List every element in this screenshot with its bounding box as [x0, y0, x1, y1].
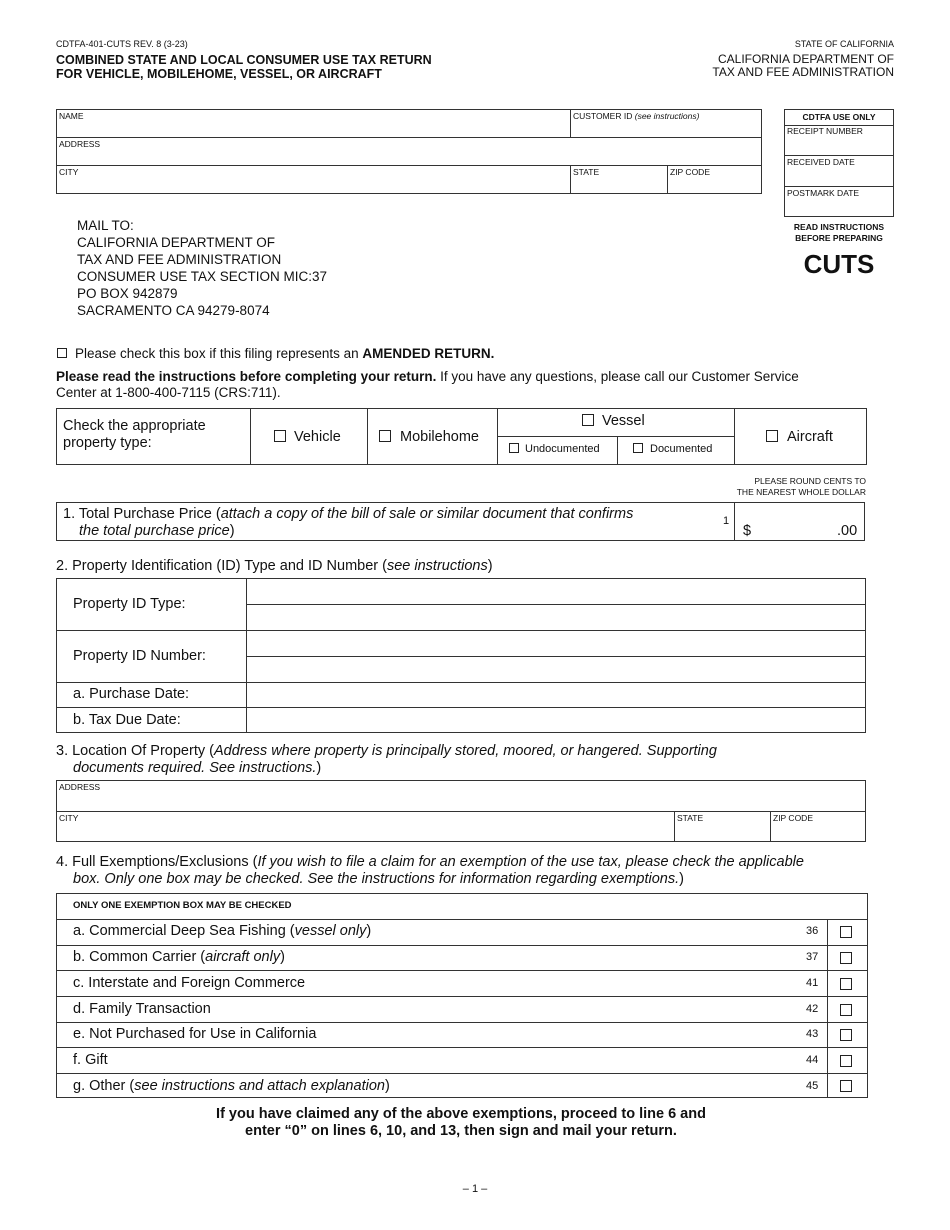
exemption-code: 36	[806, 925, 819, 937]
exemption-a-checkbox[interactable]	[840, 926, 852, 938]
exemption-g-checkbox[interactable]	[840, 1080, 852, 1092]
property-type-table	[56, 408, 867, 465]
exemption-f-checkbox[interactable]	[840, 1055, 852, 1067]
instructions-note: Please read the instructions before completing your return. If you have any questions, please call our Customer Service Center at 1-800-400-7115 (CRS:711).	[56, 369, 799, 400]
property-id-type-label: Property ID Type:	[73, 596, 186, 612]
exemptions-table	[56, 893, 868, 1098]
location-heading: 3. Location Of Property (Address where property is principally stored, moored, or hangered. Supporting documents required. See instructions.)	[56, 743, 717, 776]
form-code: CUTS	[803, 249, 875, 279]
documented-checkbox[interactable]	[633, 443, 643, 453]
location-state-field[interactable]: STATE	[677, 813, 704, 823]
exemption-item: c. Interstate and Foreign Commerce	[73, 975, 306, 991]
exemption-c-checkbox[interactable]	[840, 978, 852, 990]
undocumented-label: Undocumented	[525, 443, 600, 455]
exemption-code: 41	[806, 977, 819, 989]
exemption-item: g. Other (see instructions and attach explanation)	[73, 1078, 390, 1094]
property-id-type-input-1[interactable]	[247, 579, 865, 604]
taxpayer-info	[56, 109, 762, 194]
exemption-code: 42	[806, 1003, 819, 1015]
exemption-item: a. Commercial Deep Sea Fishing (vessel only)	[73, 923, 372, 939]
exemption-code: 37	[806, 951, 819, 963]
total-purchase-price-input[interactable]: .00	[837, 523, 858, 539]
exemption-b-checkbox[interactable]	[840, 952, 852, 964]
line-number-1: 1	[723, 515, 730, 527]
exemption-item: f. Gift	[73, 1052, 108, 1068]
exemption-code: 44	[806, 1054, 819, 1066]
exemption-code: 43	[806, 1028, 819, 1040]
amended-return-label: Please check this box if this filing represents an AMENDED RETURN.	[75, 346, 495, 361]
customer-id-field[interactable]: CUSTOMER ID (see instructions)	[573, 111, 700, 121]
property-id-number-input-2[interactable]	[247, 657, 865, 682]
purchase-date-label: a. Purchase Date:	[73, 686, 190, 702]
read-instructions-note: READ INSTRUCTIONS BEFORE PREPARING	[793, 222, 885, 243]
exemption-instruction-note: If you have claimed any of the above exemptions, proceed to line 6 and enter “0” on lines 6, 10, and 13, then sign and mail your return.	[216, 1106, 706, 1139]
exemptions-table-header: ONLY ONE EXEMPTION BOX MAY BE CHECKED	[73, 900, 292, 911]
vessel-checkbox[interactable]	[582, 414, 594, 426]
name-field[interactable]: NAME	[59, 111, 84, 121]
page-number: – 1 –	[462, 1183, 488, 1195]
exemptions-heading: 4. Full Exemptions/Exclusions (If you wish to file a claim for an exemption of the use tax, please check the applicable box. Only one box may be checked. See the instructions for information regarding exemptions.)	[56, 854, 804, 887]
state-label: STATE OF CALIFORNIA	[794, 39, 894, 49]
aircraft-label: Aircraft	[787, 429, 833, 445]
undocumented-checkbox[interactable]	[509, 443, 519, 453]
mail-to-address: MAIL TO: CALIFORNIA DEPARTMENT OF TAX AND FEE ADMINISTRATION CONSUMER USE TAX SECTION MIC:37 PO BOX 942879 SACRAMENTO CA 94279-8074	[77, 218, 328, 318]
property-id-type-input-2[interactable]	[247, 605, 865, 630]
exemption-code: 45	[806, 1080, 819, 1092]
department-name: CALIFORNIA DEPARTMENT OF TAX AND FEE ADMINISTRATION	[712, 52, 894, 79]
mobilehome-label: Mobilehome	[400, 429, 479, 445]
exemption-d-checkbox[interactable]	[840, 1004, 852, 1016]
mobilehome-checkbox[interactable]	[379, 430, 391, 442]
location-table	[56, 780, 866, 842]
aircraft-checkbox[interactable]	[766, 430, 778, 442]
tax-due-date-label: b. Tax Due Date:	[73, 712, 181, 728]
location-zip-field[interactable]: ZIP CODE	[773, 813, 813, 823]
city-field[interactable]: CITY	[59, 167, 79, 177]
state-field[interactable]: STATE	[573, 167, 600, 177]
documented-label: Documented	[650, 443, 713, 455]
address-field[interactable]: ADDRESS	[59, 139, 101, 149]
postmark-date: POSTMARK DATE	[787, 188, 860, 198]
property-id-heading: 2. Property Identification (ID) Type and ID Number (see instructions)	[56, 558, 493, 574]
purchase-date-input[interactable]	[247, 683, 865, 707]
exemption-item: d. Family Transaction	[73, 1001, 211, 1017]
tax-due-date-input[interactable]	[247, 708, 865, 732]
received-date: RECEIVED DATE	[787, 157, 855, 167]
property-type-label: Check the appropriate property type:	[63, 418, 206, 451]
dollar-sign: $	[743, 523, 752, 539]
vessel-label: Vessel	[602, 413, 645, 429]
total-purchase-price-label: 1. Total Purchase Price (attach a copy of the bill of sale or similar document that confirms the total purchase price)	[63, 506, 634, 539]
cdtfa-use-only-box: CDTFA USE ONLY RECEIPT NUMBER RECEIVED DATE POSTMARK DATE	[784, 109, 894, 217]
receipt-number: RECEIPT NUMBER	[787, 126, 863, 136]
form-number: CDTFA-401-CUTS REV. 8 (3-23)	[56, 39, 188, 49]
round-cents-note: PLEASE ROUND CENTS TO THE NEAREST WHOLE DOLLAR	[736, 476, 866, 497]
exemption-item: b. Common Carrier (aircraft only)	[73, 949, 285, 965]
total-purchase-price-row	[56, 502, 865, 541]
exemption-e-checkbox[interactable]	[840, 1029, 852, 1041]
zip-field[interactable]: ZIP CODE	[670, 167, 710, 177]
amended-return-checkbox[interactable]	[57, 348, 67, 358]
vehicle-label: Vehicle	[294, 429, 341, 445]
location-city-field[interactable]: CITY	[59, 813, 79, 823]
property-id-table	[56, 578, 866, 733]
exemption-item: e. Not Purchased for Use in California	[73, 1026, 317, 1042]
location-address-field[interactable]: ADDRESS	[59, 782, 101, 792]
vehicle-checkbox[interactable]	[274, 430, 286, 442]
property-id-number-input-1[interactable]	[247, 631, 865, 656]
form-title: COMBINED STATE AND LOCAL CONSUMER USE TAX RETURN FOR VEHICLE, MOBILEHOME, VESSEL, OR AIRCRAFT	[56, 53, 432, 81]
property-id-number-label: Property ID Number:	[73, 648, 206, 664]
